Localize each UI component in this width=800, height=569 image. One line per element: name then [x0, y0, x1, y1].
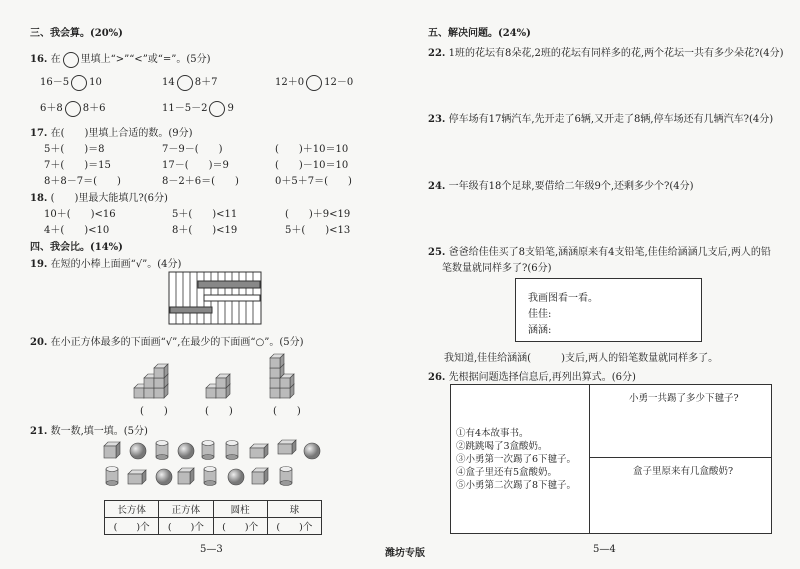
- count-cell[interactable]: ( )个: [267, 518, 321, 535]
- solids-figure: [100, 438, 330, 490]
- answer-circle[interactable]: [65, 101, 81, 117]
- cube-group-3: [270, 354, 294, 398]
- info-4: ④盒子里还有5盒酸奶。: [456, 467, 558, 478]
- q17-r1c3: ( )＋10＝10: [275, 144, 349, 155]
- q17-r1c2: 7－9－( ): [162, 144, 223, 155]
- q16-item-4: 6＋8 8＋6: [40, 99, 105, 117]
- q25-prompt-line1: 25. 爸爸给佳佳买了8支铅笔,涵涵原来有4支铅笔,佳佳给涵涵几支后,两人的铅: [428, 247, 771, 258]
- question-2: 盒子里原来有几盒酸奶?: [633, 466, 734, 477]
- q17-prompt: 17. 在( )里填上合适的数。(9分): [30, 128, 193, 139]
- cube-figures: [128, 350, 308, 402]
- q18-r1c1: 10＋( )<16: [44, 209, 116, 220]
- sticks-figure: [168, 271, 262, 325]
- q23-prompt: 23. 停车场有17辆汽车,先开走了6辆,又开走了8辆,停车场还有几辆汽车?(4分): [428, 114, 774, 125]
- q21-count-table: [104, 500, 322, 535]
- q20-prompt: 20. 在小正方体最多的下面画“√”,在最少的下面画“○”。(5分): [30, 337, 304, 348]
- table-header: 圆柱: [213, 501, 267, 518]
- q17-r3c3: 0＋5＋7＝( ): [275, 176, 352, 187]
- info-2: ②跳跳喝了3盒酸奶。: [456, 441, 548, 452]
- medium-stick: [204, 295, 260, 301]
- question-1: 小勇一共踢了多少下毽子?: [629, 393, 739, 404]
- q17-r1c1: 5＋( )＝8: [44, 144, 105, 155]
- q20-blank-2[interactable]: ( ): [205, 406, 233, 417]
- q17-r2c1: 7＋( )＝15: [44, 160, 111, 171]
- table-header: 球: [267, 501, 321, 518]
- q18-r2c1: 4＋( )<10: [44, 225, 110, 236]
- publisher-label: 潍坊专版: [385, 548, 425, 559]
- cube-group-2: [206, 374, 230, 398]
- hanhan-label: 涵涵:: [528, 325, 552, 336]
- q17-r3c2: 8－2＋6＝( ): [162, 176, 239, 187]
- answer-circle[interactable]: [209, 101, 225, 117]
- answer-circle[interactable]: [177, 75, 193, 91]
- answer-circle[interactable]: [306, 75, 322, 91]
- count-cell[interactable]: ( )个: [213, 518, 267, 535]
- q25-prompt-line2: 笔数量就同样多了?(6分): [442, 263, 552, 274]
- q21-prompt: 21. 数一数,填一填。(5分): [30, 426, 148, 437]
- info-3: ③小勇第一次踢了6下毽子。: [456, 454, 577, 465]
- section-3-title: 三、我会算。(20%): [30, 28, 123, 39]
- q17-r2c2: 17－( )＝9: [162, 160, 229, 171]
- q16-item-2: 14 8＋7: [162, 73, 217, 91]
- count-cell[interactable]: ( )个: [159, 518, 213, 535]
- count-cell[interactable]: ( )个: [105, 518, 159, 535]
- q20-blank-3[interactable]: ( ): [273, 406, 301, 417]
- q20-blank-1[interactable]: ( ): [140, 406, 168, 417]
- answer-circle[interactable]: [71, 75, 87, 91]
- q16-item-1: 16－5 10: [40, 73, 102, 91]
- box-heading: 我画图看一看。: [528, 293, 598, 304]
- jiajia-label: 佳佳:: [528, 309, 552, 320]
- q26-table: [450, 384, 772, 534]
- q17-r2c3: ( )－10＝10: [275, 160, 349, 171]
- q16-item-5: 11－5－2 9: [162, 99, 234, 117]
- section-5-title: 五、解决问题。(24%): [428, 28, 531, 39]
- table-header: 正方体: [159, 501, 213, 518]
- q25-drawing-box[interactable]: [515, 278, 702, 342]
- page-number-left: 5—3: [200, 544, 223, 555]
- q18-prompt: 18. ( )里最大能填几?(6分): [30, 193, 168, 204]
- q19-prompt: 19. 在短的小棒上面画“√”。(4分): [30, 259, 182, 270]
- short-stick: [170, 307, 212, 313]
- info-5: ⑤小勇第二次踢了8下毽子。: [456, 480, 577, 491]
- section-4-title: 四、我会比。(14%): [30, 242, 123, 253]
- q16-prompt: 16. 在 里填上“>”“<”或“=”。(5分): [30, 50, 211, 68]
- q16-item-3: 12＋0 12－0: [275, 73, 353, 91]
- q17-r3c1: 8＋8－7＝( ): [44, 176, 121, 187]
- q18-r1c2: 5＋( )<11: [172, 209, 238, 220]
- compare-circle-icon: [63, 52, 79, 68]
- q18-r1c3: ( )＋9<19: [285, 209, 351, 220]
- cube-group-1: [134, 364, 168, 398]
- page-number-right: 5—4: [593, 544, 616, 555]
- long-stick: [198, 281, 260, 288]
- q24-prompt: 24. 一年级有18个足球,要借给二年级9个,还剩多少个?(4分): [428, 181, 694, 192]
- info-1: ①有4本故事书。: [456, 428, 529, 439]
- q18-r2c2: 8＋( )<19: [172, 225, 238, 236]
- table-header: 长方体: [105, 501, 159, 518]
- q26-prompt: 26. 先根据问题选择信息后,再列出算式。(6分): [428, 372, 636, 383]
- q18-r2c3: 5＋( )<13: [285, 225, 351, 236]
- q22-prompt: 22. 1班的花坛有8朵花,2班的花坛有同样多的花,两个花坛一共有多少朵花?(4分): [428, 48, 784, 59]
- q25-answer: 我知道,佳佳给涵涵( )支后,两人的铅笔数量就同样多了。: [444, 353, 719, 364]
